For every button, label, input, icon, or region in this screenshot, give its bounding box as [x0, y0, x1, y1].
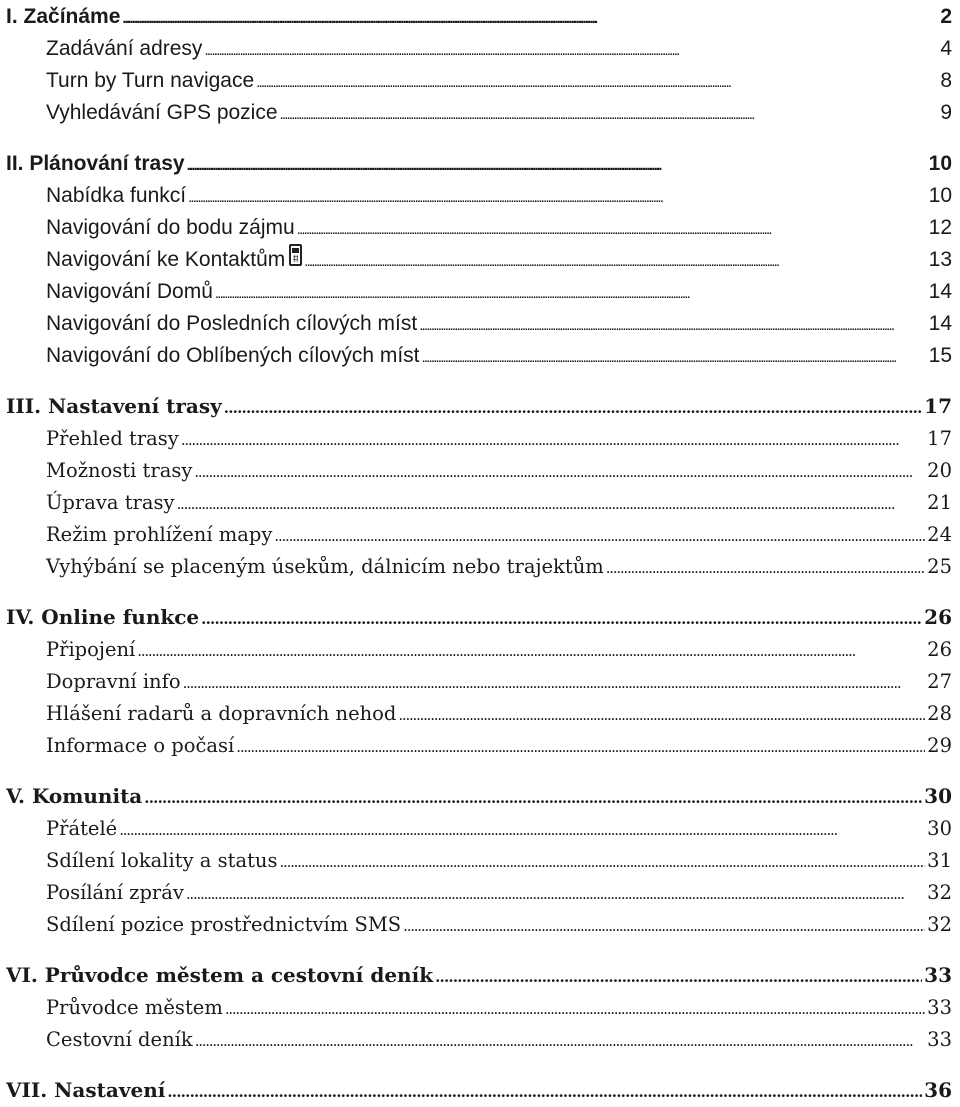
- page-number: 14: [928, 312, 952, 335]
- page-number: 24: [927, 523, 952, 546]
- dot-leader: [297, 212, 927, 244]
- toc-entry-row[interactable]: [6, 519, 952, 551]
- toc-chapter-title: VI. Průvodce městem a cestovní deník: [6, 963, 434, 987]
- toc-entry-title: Průvodce městem: [46, 996, 223, 1019]
- toc-chapter-row[interactable]: [6, 601, 952, 634]
- toc-chapter-row[interactable]: [6, 147, 952, 180]
- page-number: 33: [927, 996, 952, 1019]
- dot-leader: [181, 423, 925, 455]
- dot-leader: [177, 487, 926, 519]
- toc-entry-row[interactable]: [6, 634, 952, 666]
- toc-chapter-title: II. Plánování trasy: [6, 152, 185, 175]
- page-number: 33: [927, 1028, 952, 1051]
- toc-entry-title: Sdílení lokality a status: [46, 849, 278, 872]
- toc-entry-title: Možnosti trasy: [46, 459, 193, 482]
- page-number: 28: [927, 702, 952, 725]
- toc-entry-row[interactable]: [6, 1024, 952, 1056]
- toc-entry-row[interactable]: [6, 423, 952, 455]
- toc-entry-row[interactable]: [6, 212, 952, 244]
- page-number: 33: [924, 963, 952, 987]
- dot-leader: [606, 551, 925, 583]
- toc-entry-title: Nabídka funkcí: [46, 184, 187, 207]
- dot-leader: [236, 730, 925, 762]
- page-number: 14: [928, 280, 952, 303]
- page-number: 17: [924, 394, 952, 418]
- page-number: 26: [924, 605, 952, 629]
- toc-entry-title: Dopravní info: [46, 670, 181, 693]
- toc-entry-row[interactable]: [6, 65, 952, 97]
- toc-entry-row[interactable]: [6, 877, 952, 909]
- toc-entry-title: Navigování do Posledních cílových míst: [46, 312, 418, 335]
- page-number: 15: [928, 344, 952, 367]
- page-number: 31: [927, 849, 952, 872]
- page-number: 17: [927, 427, 952, 450]
- dot-leader: [398, 698, 925, 730]
- page-number: 29: [927, 734, 952, 757]
- dot-leader: [225, 992, 925, 1024]
- toc-entry-title: Vyhýbání se placeným úsekům, dálnicím nebo trajektům: [46, 555, 604, 578]
- dot-leader: [435, 959, 922, 992]
- toc-entry-title: Zadávání adresy: [46, 37, 203, 60]
- toc-entry-row[interactable]: [6, 813, 952, 845]
- page-number: 4: [940, 37, 952, 60]
- dot-leader: [256, 65, 938, 97]
- toc-entry-title: Úprava trasy: [46, 491, 175, 514]
- dot-leader: [224, 390, 922, 423]
- toc-entry-row[interactable]: [6, 97, 952, 129]
- toc-chapter-title: III. Nastavení trasy: [6, 394, 222, 418]
- toc-entry-title: Navigování do Oblíbených cílových míst: [46, 344, 420, 367]
- page-number: 27: [927, 670, 952, 693]
- toc-section: [6, 390, 952, 583]
- toc-entry-row[interactable]: [6, 909, 952, 941]
- toc-entry-row[interactable]: [6, 276, 952, 308]
- dot-leader: [144, 780, 922, 813]
- toc-chapter-title: IV. Online funkce: [6, 605, 200, 629]
- toc-entry-title: Přehled trasy: [46, 427, 179, 450]
- toc-entry-row[interactable]: [6, 455, 952, 487]
- page-number: 30: [924, 784, 952, 808]
- toc-section: [6, 147, 952, 372]
- toc-section: [6, 0, 952, 129]
- page-number: 20: [927, 459, 952, 482]
- page-number: 25: [927, 555, 952, 578]
- toc-entry-title: Navigování do bodu zájmu: [46, 216, 295, 239]
- toc-entry-row[interactable]: [6, 992, 952, 1024]
- toc-entry-row[interactable]: [6, 487, 952, 519]
- toc-chapter-row[interactable]: [6, 390, 952, 423]
- dot-leader: [183, 666, 926, 698]
- toc-entry-title: Navigování ke Kontaktům: [46, 248, 286, 271]
- dot-leader: [419, 308, 926, 340]
- toc-entry-title: Hlášení radarů a dopravních nehod: [46, 702, 397, 725]
- toc-chapter-title: VII. Nastavení: [6, 1078, 166, 1102]
- toc-entry-row[interactable]: [6, 666, 952, 698]
- toc-entry-row[interactable]: [6, 845, 952, 877]
- dot-leader: [204, 33, 938, 65]
- page-number: 8: [940, 69, 952, 92]
- toc-entry-title: Posílání zpráv: [46, 881, 184, 904]
- dot-leader: [122, 0, 938, 33]
- page-number: 32: [927, 913, 952, 936]
- dot-leader: [403, 909, 925, 941]
- toc-entry-row[interactable]: [6, 244, 952, 276]
- toc-section: [6, 959, 952, 1056]
- page-number: 32: [927, 881, 952, 904]
- toc-section: [6, 780, 952, 941]
- dot-leader: [201, 601, 922, 634]
- toc-entry-title: Režim prohlížení mapy: [46, 523, 273, 546]
- dot-leader: [280, 845, 926, 877]
- toc-entry-title: Navigování Domů: [46, 280, 213, 303]
- dot-leader: [186, 877, 925, 909]
- toc-entry-row[interactable]: [6, 308, 952, 340]
- dot-leader: [167, 1074, 922, 1107]
- page-number: 36: [924, 1078, 952, 1102]
- toc-entry-row[interactable]: [6, 730, 952, 762]
- page-number: 10: [928, 152, 952, 175]
- toc-entry-row[interactable]: [6, 551, 952, 583]
- toc-chapter-title: V. Komunita: [6, 784, 143, 808]
- page-number: 13: [928, 248, 952, 271]
- toc-entry-title: Turn by Turn navigace: [46, 69, 255, 92]
- dot-leader: [280, 97, 939, 129]
- dot-leader: [187, 147, 927, 180]
- toc-section: [6, 601, 952, 762]
- page-number: 10: [928, 184, 952, 207]
- mobile-phone-icon: [289, 244, 302, 266]
- dot-leader: [304, 244, 926, 276]
- toc-entry-title: Připojení: [46, 638, 136, 661]
- toc-entry-row[interactable]: [6, 698, 952, 730]
- toc-chapter-row[interactable]: [6, 959, 952, 992]
- dot-leader: [422, 340, 927, 372]
- page-number: 2: [940, 5, 952, 28]
- toc-entry-title: Sdílení pozice prostřednictvím SMS: [46, 913, 402, 936]
- dot-leader: [195, 1024, 925, 1056]
- toc-entry-row[interactable]: [6, 340, 952, 372]
- page-number: 12: [928, 216, 952, 239]
- dot-leader: [215, 276, 927, 308]
- page-number: 30: [927, 817, 952, 840]
- page-number: 9: [940, 101, 952, 124]
- toc-chapter-row[interactable]: [6, 1074, 952, 1107]
- toc-entry-title: Vyhledávání GPS pozice: [46, 101, 278, 124]
- toc-chapter-row[interactable]: [6, 780, 952, 813]
- toc-entry-title: Informace o počasí: [46, 734, 235, 757]
- toc-entry-title: Přátelé: [46, 817, 118, 840]
- toc-entry-title: Cestovní deník: [46, 1028, 193, 1051]
- page-number: 26: [927, 638, 952, 661]
- toc-entry-row[interactable]: [6, 180, 952, 212]
- dot-leader: [274, 519, 925, 551]
- dot-leader: [137, 634, 925, 666]
- dot-leader: [194, 455, 925, 487]
- toc-section: [6, 1074, 952, 1107]
- dot-leader: [119, 813, 925, 845]
- page-number: 21: [927, 491, 952, 514]
- toc-chapter-row[interactable]: [6, 0, 952, 33]
- dot-leader: [188, 180, 927, 212]
- toc-entry-row[interactable]: [6, 33, 952, 65]
- toc-chapter-title: I. Začínáme: [6, 5, 121, 28]
